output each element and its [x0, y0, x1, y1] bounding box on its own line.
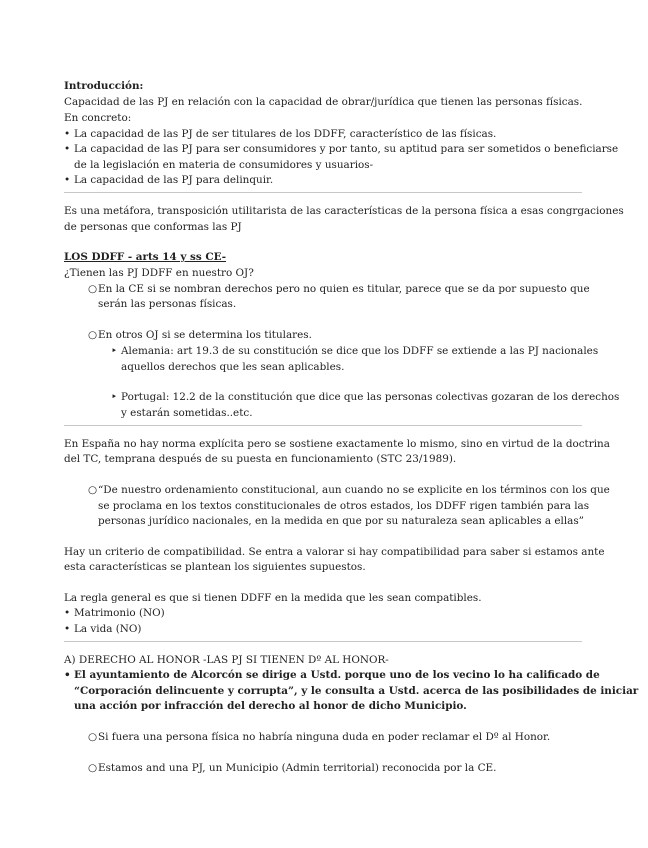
list-item-text: La vida (NO) — [74, 623, 142, 635]
list-item-continuation: de la legislación en materia de consumidores y usuarios- — [74, 159, 374, 171]
paragraph-line: esta características se plantean los siguientes supuestos. — [64, 561, 366, 573]
list-item-continuation: aquellos derechos que les sean aplicables. — [121, 361, 345, 373]
list-item-continuation: serán las personas físicas. — [98, 298, 237, 310]
intro-heading: Introducción: — [64, 80, 144, 92]
divider — [64, 192, 582, 193]
bullet-icon: • — [64, 623, 71, 635]
list-item-text: Estamos and una PJ, un Municipio (Admin territorial) reconocida por la CE. — [98, 762, 497, 774]
list-item — [88, 729, 550, 745]
circle-bullet-icon: ○ — [88, 283, 98, 295]
divider — [64, 425, 582, 426]
quote-text: se proclama en los textos constitucionales de otros estados, los DDFF rigen también para las — [98, 500, 590, 512]
list-item-text: La capacidad de las PJ de ser titulares de los DDFF, característico de las físicas. — [74, 128, 497, 140]
list-item-text: En otros OJ si se determina los titulares. — [98, 329, 312, 341]
list-item-continuation: una acción por infracción del derecho al honor de dicho Municipio. — [74, 700, 467, 712]
list-item — [88, 760, 496, 776]
list-item-text: La capacidad de las PJ para ser consumidores y por tanto, su aptitud para ser sometidos o beneficiarse — [74, 143, 619, 155]
section-heading: LOS DDFF - arts 14 y ss CE- — [64, 251, 227, 263]
intro-line: Capacidad de las PJ en relación con la capacidad de obrar/jurídica que tienen las personas físicas. — [64, 96, 583, 108]
paragraph-line: La regla general es que si tienen DDFF en la medida que les sean compatibles. — [64, 592, 482, 604]
list-item — [64, 141, 618, 157]
list-item — [88, 482, 610, 498]
intro-line: En concreto: — [64, 112, 132, 124]
triangle-bullet-icon: ‣ — [111, 345, 118, 357]
quote-text: “De nuestro ordenamiento constitucional, aun cuando no se explicite en los términos con los que — [98, 484, 610, 496]
bullet-icon: • — [64, 669, 71, 681]
list-item — [88, 281, 590, 297]
list-item — [64, 126, 496, 142]
list-item-text: Alemania: art 19.3 de su constitución se dice que los DDFF se extiende a las PJ nacionales — [121, 345, 599, 357]
bullet-icon: • — [64, 128, 71, 140]
triangle-bullet-icon: ‣ — [111, 391, 118, 403]
bullet-icon: • — [64, 143, 71, 155]
list-item — [64, 667, 600, 683]
list-item — [88, 327, 312, 343]
list-item-text: La capacidad de las PJ para delinquir. — [74, 174, 274, 186]
circle-bullet-icon: ○ — [88, 731, 98, 743]
paragraph-line: Hay un criterio de compatibilidad. Se entra a valorar si hay compatibilidad para saber si estamos ante — [64, 546, 605, 558]
list-item-text: Si fuera una persona física no habría ninguna duda en poder reclamar el Dº al Honor. — [98, 731, 551, 743]
divider — [64, 641, 582, 642]
list-item-continuation: “Corporación delincuente y corrupta”, y le consulta a Ustd. acerca de las posibilidades de iniciar — [74, 685, 639, 697]
quote-text: personas jurídico nacionales, en la medida en que por su naturaleza sean aplicables a ellas” — [98, 515, 584, 527]
circle-bullet-icon: ○ — [88, 329, 98, 341]
circle-bullet-icon: ○ — [88, 484, 98, 496]
paragraph-line: Es una metáfora, transposición utilitarista de las características de la persona física a esas congrgaciones — [64, 205, 624, 217]
paragraph-line: del TC, temprana después de su puesta en funcionamiento (STC 23/1989). — [64, 453, 457, 465]
paragraph-line: En España no hay norma explícita pero se sostiene exactamente lo mismo, sino en virtud de la doctrina — [64, 438, 610, 450]
paragraph-line: de personas que conformas las PJ — [64, 221, 242, 233]
list-item-text: El ayuntamiento de Alcorcón se dirige a Ustd. porque uno de los vecino lo ha calificado de — [74, 669, 600, 681]
list-item-continuation: y estarán sometidas..etc. — [121, 407, 253, 419]
list-item-text: En la CE si se nombran derechos pero no quien es titular, parece que se da por supuesto que — [98, 283, 590, 295]
list-item — [64, 172, 273, 188]
list-item — [111, 389, 619, 405]
list-item — [64, 605, 165, 621]
bullet-icon: • — [64, 607, 71, 619]
circle-bullet-icon: ○ — [88, 762, 98, 774]
bullet-icon: • — [64, 174, 71, 186]
paragraph-line: ¿Tienen las PJ DDFF en nuestro OJ? — [64, 267, 254, 279]
list-item-text: Matrimonio (NO) — [74, 607, 165, 619]
section-heading: A) DERECHO AL HONOR -LAS PJ SI TIENEN Dº AL HONOR- — [64, 654, 389, 666]
list-item-text: Portugal: 12.2 de la constitución que dice que las personas colectivas gozaran de los derechos — [121, 391, 620, 403]
list-item — [111, 343, 598, 359]
list-item — [64, 621, 141, 637]
